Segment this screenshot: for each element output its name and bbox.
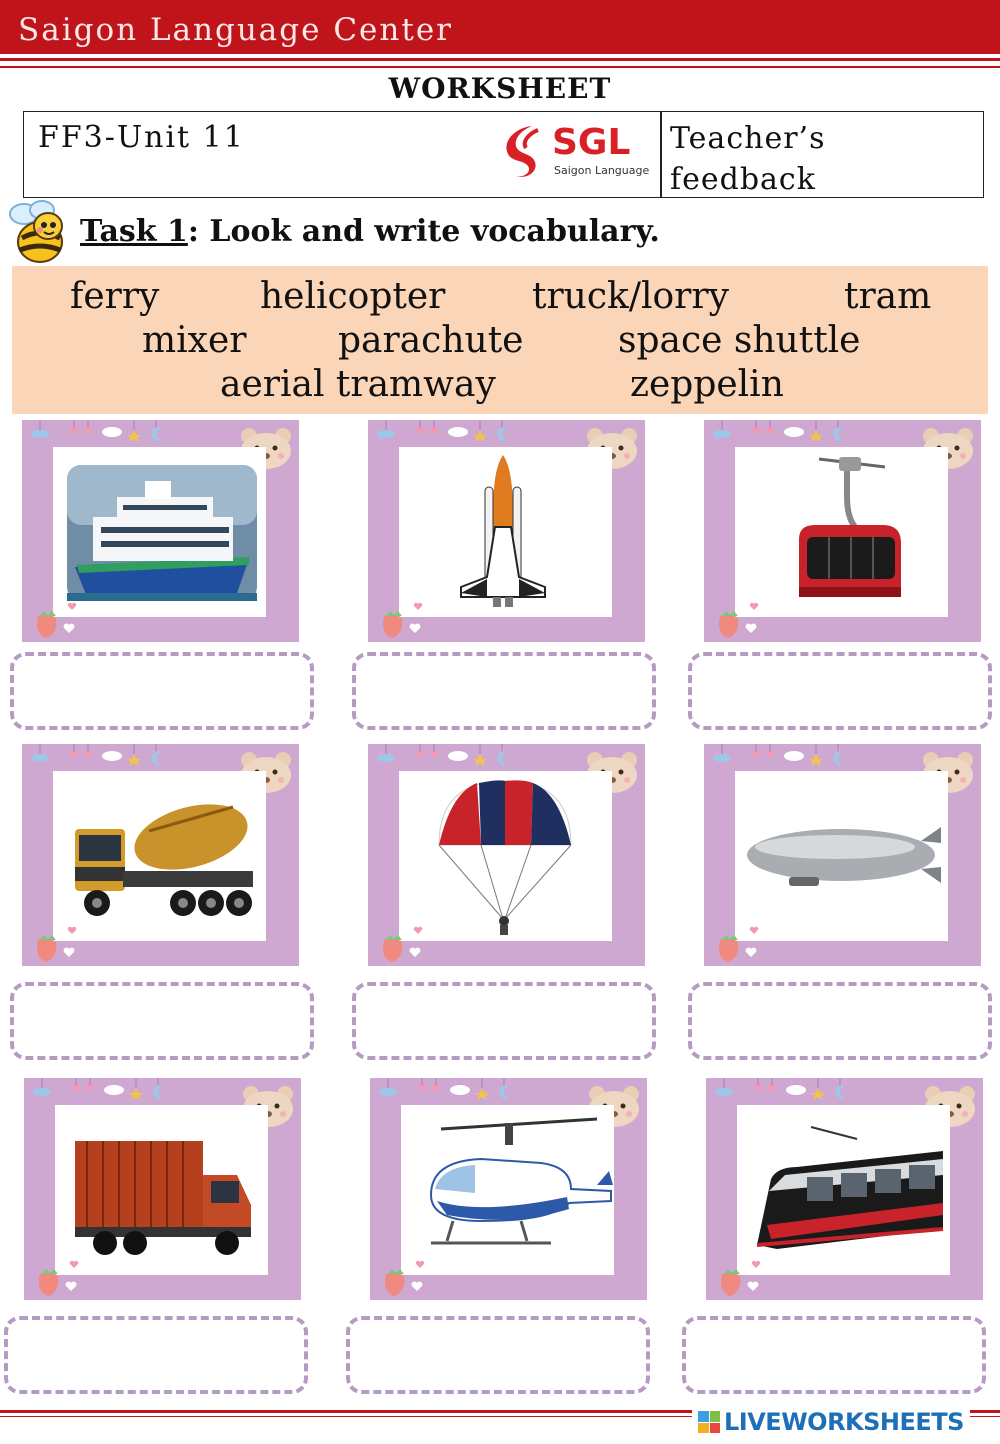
word-bank-item: parachute — [338, 320, 524, 361]
header-banner — [0, 0, 1000, 54]
picture-card — [704, 420, 981, 642]
sgl-swirl-icon — [494, 120, 554, 180]
helicopter-icon — [401, 1105, 614, 1275]
liveworksheets-brand: LIVEWORKSHEETS — [724, 1408, 964, 1436]
card-decoration-icon — [372, 744, 532, 766]
strawberry-icon — [712, 1258, 772, 1298]
answer-box[interactable] — [682, 1316, 986, 1394]
logo-subtext: Saigon Language — [554, 164, 650, 177]
card-decoration-icon — [708, 744, 868, 766]
word-bank-item: aerial tramway — [220, 364, 496, 405]
strawberry-icon — [374, 924, 434, 964]
worksheet-title: WORKSHEET — [388, 72, 612, 105]
info-table — [23, 111, 984, 198]
strawberry-icon — [28, 600, 88, 640]
word-bank-item: ferry — [70, 276, 160, 317]
answer-box[interactable] — [346, 1316, 650, 1394]
card-decoration-icon — [372, 420, 532, 442]
bee-icon — [2, 198, 74, 266]
answer-box[interactable] — [688, 982, 992, 1060]
word-bank-item: tram — [844, 276, 932, 317]
zeppelin-icon — [735, 771, 948, 941]
card-decoration-icon — [710, 1078, 870, 1100]
center-name: Saigon Language Center — [18, 12, 453, 48]
liveworksheets-icon — [698, 1411, 720, 1433]
answer-box[interactable] — [352, 652, 656, 730]
picture-card — [22, 420, 299, 642]
parachute-icon — [399, 771, 612, 941]
ferry-icon — [53, 447, 266, 617]
space-shuttle-icon — [399, 447, 612, 617]
picture-card — [370, 1078, 647, 1300]
liveworksheets-logo[interactable] — [692, 1404, 970, 1440]
truck-icon — [55, 1105, 268, 1275]
picture-card — [706, 1078, 983, 1300]
unit-label: FF3-Unit 11 — [38, 120, 245, 155]
aerial-tramway-icon — [735, 447, 948, 617]
card-decoration-icon — [26, 420, 186, 442]
card-decoration-icon — [28, 1078, 188, 1100]
word-bank-item: mixer — [142, 320, 247, 361]
feedback-line-2: feedback — [670, 162, 816, 197]
sgl-logo — [494, 118, 654, 184]
logo-text: SGL — [552, 122, 631, 163]
answer-box[interactable] — [4, 1316, 308, 1394]
picture-card — [24, 1078, 301, 1300]
header-divider-thin — [0, 66, 1000, 68]
table-divider — [660, 112, 662, 197]
strawberry-icon — [30, 1258, 90, 1298]
answer-box[interactable] — [352, 982, 656, 1060]
word-bank — [12, 266, 988, 414]
task-instruction: : Look and write vocabulary. — [187, 214, 660, 249]
card-decoration-icon — [374, 1078, 534, 1100]
picture-card — [368, 744, 645, 966]
picture-card — [368, 420, 645, 642]
tram-icon — [737, 1105, 950, 1275]
word-bank-item: truck/lorry — [532, 276, 729, 317]
feedback-line-1: Teacher’s — [670, 121, 826, 156]
word-bank-item: helicopter — [260, 276, 446, 317]
strawberry-icon — [28, 924, 88, 964]
picture-card — [704, 744, 981, 966]
word-bank-item: space shuttle — [618, 320, 861, 361]
mixer-truck-icon — [53, 771, 266, 941]
strawberry-icon — [710, 924, 770, 964]
answer-box[interactable] — [10, 982, 314, 1060]
word-bank-item: zeppelin — [630, 364, 784, 405]
picture-card — [22, 744, 299, 966]
answer-box[interactable] — [10, 652, 314, 730]
teacher-feedback-label — [670, 118, 825, 200]
card-decoration-icon — [26, 744, 186, 766]
task-heading — [80, 214, 660, 249]
task-label: Task 1 — [80, 214, 188, 249]
header-divider — [0, 58, 1000, 61]
answer-box[interactable] — [688, 652, 992, 730]
strawberry-icon — [376, 1258, 436, 1298]
card-decoration-icon — [708, 420, 868, 442]
strawberry-icon — [710, 600, 770, 640]
strawberry-icon — [374, 600, 434, 640]
